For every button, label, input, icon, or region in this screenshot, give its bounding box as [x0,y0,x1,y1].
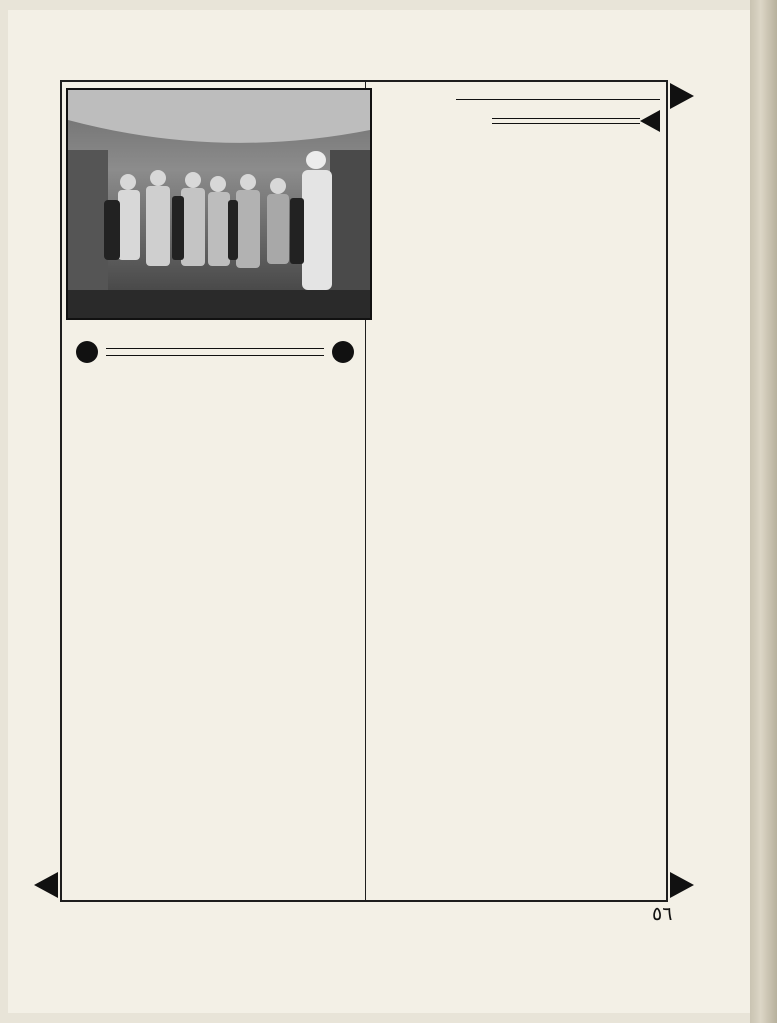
section-heading-audience [76,341,354,363]
photo-image [68,90,370,318]
bullet-dot-icon [76,341,98,363]
corner-arrow-icon [670,872,694,898]
section-heading-troupe [456,95,660,100]
theater-stage-photo [66,88,372,320]
binding-edge [750,0,777,1023]
heading-arrow-icon [640,110,660,132]
section-heading-label [492,118,640,124]
section-heading-label [106,348,324,356]
corner-arrow-icon [34,872,58,898]
corner-arrow-icon [670,83,694,109]
left-column [70,332,360,898]
page-number: ٥٦ [652,903,673,925]
bullet-dot-icon [332,341,354,363]
section-heading-press [376,110,660,132]
right-column [376,86,660,896]
